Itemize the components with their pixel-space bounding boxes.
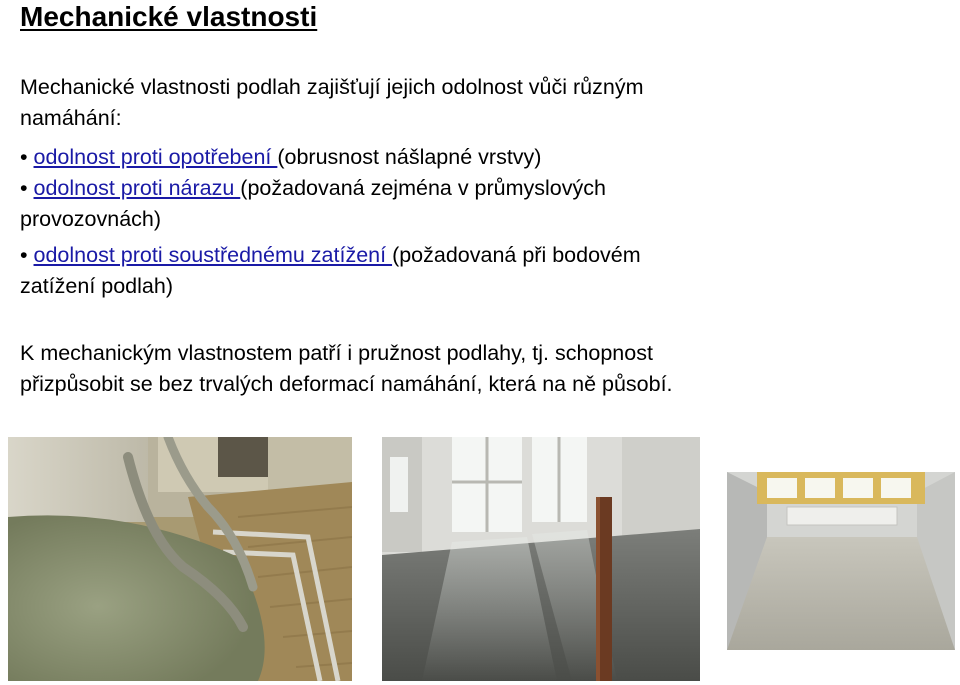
link-wear-resistance[interactable]: odolnost proti opotřebení xyxy=(33,145,278,169)
intro-line-2: namáhání: xyxy=(20,106,122,130)
glossy-gray-floor-room-photo xyxy=(382,437,700,681)
link-impact-resistance[interactable]: odolnost proti nárazu xyxy=(33,176,241,200)
bright-room-light-floor-photo xyxy=(727,472,955,650)
self-leveling-floor-pour-photo xyxy=(8,437,352,681)
bullet-marker: • xyxy=(20,176,28,200)
bullet-description: (požadovaná při bodovém xyxy=(392,243,641,267)
bullet-description: (požadovaná zejména v průmyslových xyxy=(240,176,606,200)
bullet-continuation: provozovnách) xyxy=(20,207,162,231)
page-title: Mechanické vlastnosti xyxy=(20,1,318,32)
bullet-item-point-load-resistance xyxy=(20,240,641,270)
closing-line-2: přizpůsobit se bez trvalých deformací namáhání, která na ně působí. xyxy=(20,372,673,396)
intro-line-1: Mechanické vlastnosti podlah zajišťují jejich odolnost vůči různým xyxy=(20,75,644,99)
bullet-item-wear-resistance xyxy=(20,142,541,172)
closing-line-1: K mechanickým vlastnostem patří i pružnost podlahy, tj. schopnost xyxy=(20,341,653,365)
bullet-continuation: zatížení podlah) xyxy=(20,274,173,298)
bullet-item-impact-resistance xyxy=(20,173,606,203)
bullet-marker: • xyxy=(20,243,28,267)
bullet-description: (obrusnost nášlapné vrstvy) xyxy=(277,145,542,169)
link-point-load-resistance[interactable]: odolnost proti soustřednému zatížení xyxy=(33,243,393,267)
bullet-marker: • xyxy=(20,145,28,169)
